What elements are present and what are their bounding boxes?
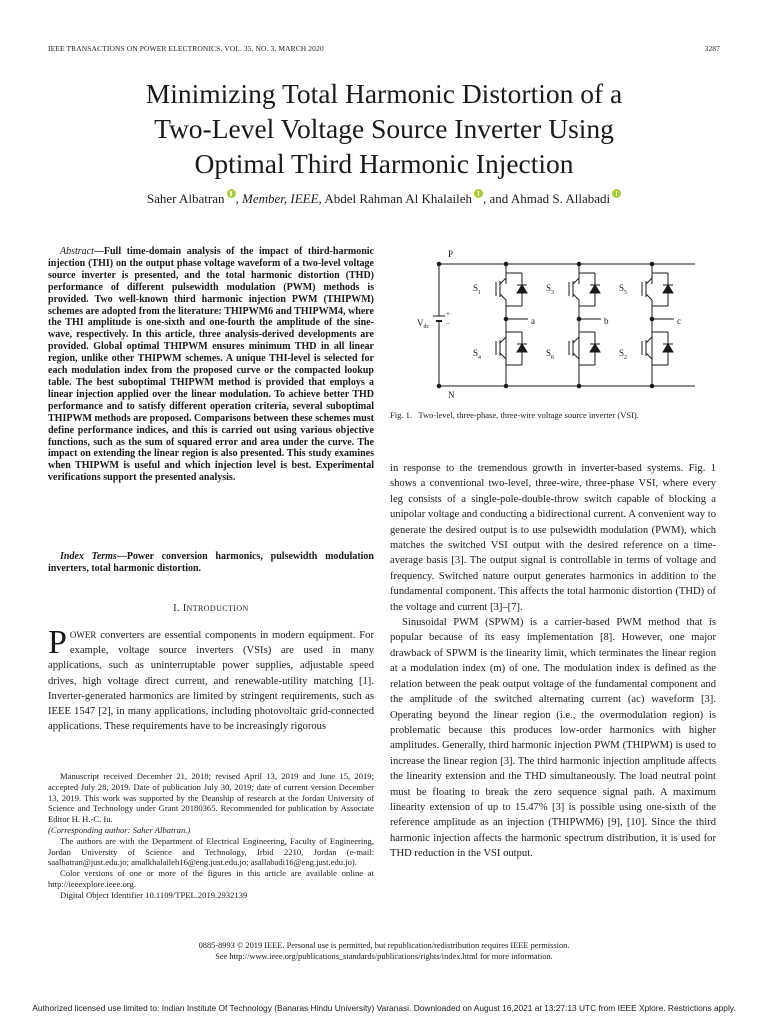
author-name: Ahmad S. Allabadi <box>510 191 611 206</box>
index-terms-dash: — <box>116 551 127 562</box>
right-column-body <box>390 461 716 862</box>
orcid-icon[interactable] <box>612 189 621 198</box>
index-terms <box>48 551 374 575</box>
label-phase-a: a <box>531 316 535 326</box>
title-line: Minimizing Total Harmonic Distortion of a <box>145 78 623 109</box>
drop-cap: P <box>48 624 67 661</box>
journal-running-title: IEEE TRANSACTIONS ON POWER ELECTRONICS, VOL. 35, NO. 3, MARCH 2020 <box>48 44 324 53</box>
section-heading <box>48 603 374 614</box>
footnotes <box>48 771 374 901</box>
abstract-text: Full time-domain analysis of the impact of third-harmonic injection (THI) on the output phase voltage waveform of a two-level voltage source inverter is presented, and the total harmonic distortion (THD) performance of different pulsewidth modulation (PWM) methods is provided. Two well-known third harmonic injection PWM (THIPWM) schemes are adopted from the literature: THIPWM6 and THIPWM4, where the THI amplitude is one-sixth and one-fourth the amplitude of the sine-wave, respectively. In this article, three analysis-derived developments are provided. Global optimal THIPWM ensures minimum THD in all linear region, unlike other THIPWM schemes. A unique THI-level is selected for each modulation index from the proposed curve or the compacted lookup table. The best suboptimal THIPWM method is provided that employs a linear injection applied over the linear modulation. To achieve better THD performance and to satisfy different operation criteria, several suboptimal THIPWM methods are proposed. Comparisons between these schemes must define performance indices, and this is carried out using various objective functions, such as the sum of squared error and area under the curve. The impact on extending the linear region is also presented. This study examines when THIPWM is useful and which injection level is best. Experimental verifications support the presented analysis. <box>48 246 374 484</box>
body-paragraph: Sinusoidal PWM (SPWM) is a carrier-based PWM method that is popular because of its easy implementation [8]. However, one major drawback of SPWM is the linearity limit, which terminates the linear region at a modulation index (m) of one. The modulation index is defined as the relation between the peak output voltage of the fundamental component and the amplitude of the switched alternating current (ac) waveform [3]. Operating beyond the linear region (i.e., the overmodulation region) is problematic because this produces low-order harmonics with higher amplitudes. Generally, third harmonic injection PWM (THIPWM) is used to increase the linear region [3]. The third harmonic injection amplitude affects the linearity extension and the THD simultaneously. The load neutral point must be floating to break the zero sequence signal path. A maximum linearity extension of up to 15.47% [3] is possible using one-sixth of the reference amplitude as an injection (THIPWM6) [9], [10]. Since the third harmonic injection affects the harmonic spectrum distribution, it is used for THD reduction in the VSI output. <box>390 617 716 860</box>
label-n: N <box>448 390 455 400</box>
index-terms-text: Power conversion harmonics, pulsewidth modulation inverters, total harmonic distortion. <box>48 551 374 574</box>
figure-caption <box>390 410 716 420</box>
copyright-footer <box>40 940 728 962</box>
figure-caption-text: Two-level, three-phase, three-wire voltage source inverter (VSI). <box>418 410 639 420</box>
footnote-color: Color versions of one or more of the figures in this article are available online at http://ieeexplore.ieee.org. <box>48 868 374 889</box>
author-separator: , <box>235 191 242 206</box>
label-phase-b: b <box>604 316 609 326</box>
intro-text: converters are essential components in modern equipment. For example, voltage source inverters (VSIs) are used in many applications, such as uninterruptable power supplies, adjustable speed drives, high voltage direct current, and renewable-utility matching [1]. Inverter-generated harmonics are limited by stringent requirements, such as IEEE 1547 [2], in many applications, including photovoltaic grid-connected applications. These requirements have to be increasingly rigorous <box>48 630 374 733</box>
section-title: NTRODUCTION <box>186 604 249 613</box>
vsi-circuit-figure <box>410 244 715 402</box>
inverter-leg-a <box>496 262 528 388</box>
title-line: Two-Level Voltage Source Inverter Using <box>154 113 614 144</box>
orcid-icon[interactable] <box>474 189 483 198</box>
footnote-doi: Digital Object Identifier 10.1109/TPEL.2019.2932139 <box>60 889 248 900</box>
body-paragraph: in response to the tremendous growth in inverter-based systems. Fig. 1 shows a conventional two-level, three-wire, three-phase VSI, where every leg consists of a single-pole-double-throw switch capable of blocking a unipolar voltage and conducting a bidirectional current. A convenient way to generate the desired output is to use pulsewidth modulation (PWM), which matches the switched VSI output with the desired reference on a time-average basis [3]. The output signal is controllable in terms of voltage and frequency. Switched nature output generates harmonics in addition to the fundamental component. This affects the total harmonic distortion (THD) of the voltage and current [3]–[7]. <box>390 463 716 613</box>
section-number: I. <box>173 603 180 614</box>
section-title-initial: I <box>182 603 187 614</box>
intro-paragraph <box>48 624 374 734</box>
copyright-link-line[interactable]: See http://www.ieee.org/publications_standards/publications/rights/index.html for more information. <box>215 952 553 961</box>
inverter-leg-b <box>569 262 601 388</box>
label-s3: $S_3$ <box>546 283 555 296</box>
abstract-dash: — <box>93 246 104 257</box>
abstract <box>48 246 374 484</box>
author-role: Member, IEEE <box>242 191 319 206</box>
label-s4: $S_4$ <box>473 348 482 361</box>
battery-minus: − <box>446 320 450 328</box>
paper-title <box>40 76 728 181</box>
running-header <box>48 44 720 53</box>
abstract-label: Abstract <box>60 246 94 257</box>
intro-lead-word: OWER <box>69 630 97 640</box>
copyright-line: 0885-8993 © 2019 IEEE. Personal use is permitted, but republication/redistribution requires IEEE permission. <box>198 941 570 950</box>
orcid-icon[interactable] <box>227 189 236 198</box>
license-notice: Authorized licensed use limited to: Indian Institute Of Technology (Banaras Hindu University) Varanasi. Downloaded on August 16,2021 at 13:27:13 UTC from IEEE Xplore. Restrictions apply. <box>32 1003 736 1013</box>
figure-caption-label: Fig. 1. <box>390 410 412 420</box>
label-s1: $S_1$ <box>473 283 482 296</box>
label-phase-c: c <box>677 316 681 326</box>
label-s6: $S_6$ <box>546 348 555 361</box>
footnote-received: Manuscript received December 21, 2018; revised April 13, 2019 and June 15, 2019; accepted July 28, 2019. Date of publication July 30, 2019; date of current version December 13, 2019. This work was supported by the Deanship of research at the Jordan University of Science and Technology under Grant 20180365. Recommended for publication by Associate Editor H. H.-C. Iu. <box>48 771 374 825</box>
label-s5: $S_5$ <box>619 283 628 296</box>
author-list <box>40 189 728 207</box>
index-terms-label: Index Terms <box>60 551 117 562</box>
author-name: Abdel Rahman Al Khalaileh <box>324 191 472 206</box>
label-s2: $S_2$ <box>619 348 628 361</box>
battery-plus: + <box>446 310 450 318</box>
label-vdc: $V_{dc}$ <box>417 318 430 330</box>
author-separator: , and <box>483 191 511 206</box>
footnote-corresponding: (Corresponding author: Saher Albatran.) <box>48 824 191 835</box>
inverter-leg-c <box>642 262 674 388</box>
label-p: P <box>448 249 454 259</box>
footnote-affiliation: The authors are with the Department of Electrical Engineering, Faculty of Engineering, Jordan University of Science and Technology, Irbid 2210, Jordan (e-mail: saalbatran@just.edu.jo; amalkhalaileh16@eng.just.edu.jo; asallabadi16@eng.just.edu.jo). <box>48 835 374 868</box>
author-separator: , <box>318 191 325 206</box>
title-line: Optimal Third Harmonic Injection <box>194 148 574 179</box>
page-number: 3287 <box>704 44 720 53</box>
author-name: Saher Albatran <box>146 191 225 206</box>
